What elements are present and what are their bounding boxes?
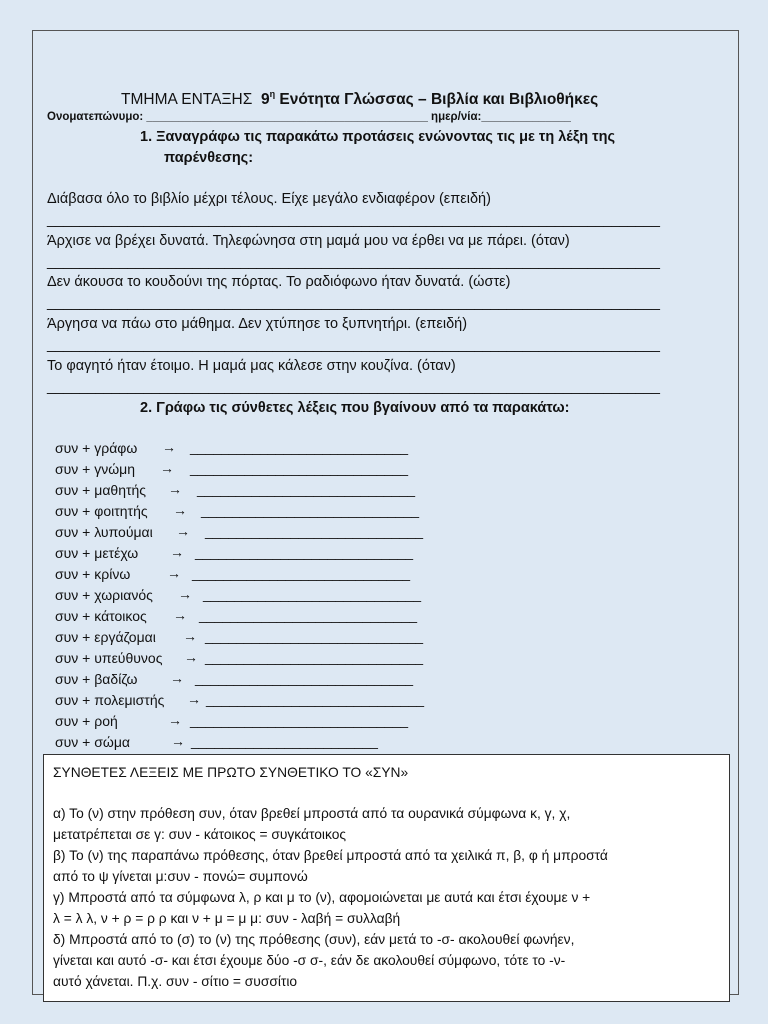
compound-word-7: συν + κρίνω (55, 566, 131, 582)
answer-blank-11[interactable]: ____________________________ (205, 649, 424, 665)
sentence-4: Άργησα να πάω στο μάθημα. Δεν χτύπησε το ξυπνητήρι. (επειδή) (47, 316, 468, 332)
arrow-right-icon: → (173, 502, 187, 518)
answer-blank-13[interactable]: ____________________________ (206, 691, 425, 707)
compound-word-12: συν + βαδίζω (55, 671, 138, 687)
compound-word-5: συν + λυπούμαι (55, 524, 153, 540)
compound-word-15: συν + σώμα (55, 734, 130, 750)
answer-line-3[interactable]: ____________________________________________________________________________ (47, 295, 660, 311)
sentence-2: Άρχισε να βρέχει δυνατά. Τηλεφώνησα στη μαμά μου να έρθει να με πάρει. (όταν) (47, 233, 570, 249)
answer-blank-7[interactable]: ____________________________ (192, 565, 411, 581)
answer-blank-9[interactable]: ____________________________ (199, 607, 418, 623)
rules-heading: ΣΥΝΘΕΤΕΣ ΛΕΞΕΙΣ ΜΕ ΠΡΩΤΟ ΣΥΝΘΕΤΙΚΟ ΤΟ «ΣΥΝ» (53, 765, 409, 780)
arrow-right-icon: → (168, 481, 182, 497)
sentence-5: Το φαγητό ήταν έτοιμο. Η μαμά μας κάλεσε στην κουζίνα. (όταν) (47, 358, 456, 374)
answer-blank-4[interactable]: ____________________________ (201, 502, 420, 518)
compound-word-9: συν + κάτοικος (55, 608, 147, 624)
sentence-1: Διάβασα όλο το βιβλίο μέχρι τέλους. Είχε μεγάλο ενδιαφέρον (επειδή) (47, 191, 491, 207)
arrow-right-icon: → (173, 607, 187, 623)
rule-line: αυτό χάνεται. Π.χ. συν - σίτιο = συσσίτιο (53, 974, 298, 989)
answer-line-2[interactable]: ____________________________________________________________________________ (47, 254, 660, 270)
answer-blank-15[interactable]: ________________________ (191, 733, 378, 749)
compound-word-8: συν + χωριανός (55, 587, 153, 603)
arrow-right-icon: → (170, 544, 184, 560)
rule-line: α) Το (ν) στην πρόθεση συν, όταν βρεθεί μπροστά από τα ουρανικά σύμφωνα κ, γ, χ, (53, 806, 571, 821)
arrow-right-icon: → (176, 523, 190, 539)
rule-line: δ) Μπροστά από το (σ) το (ν) της πρόθεσης (συν), εάν μετά το -σ- ακολουθεί φωνήεν, (53, 932, 575, 947)
exercise1-instruction-cont: παρένθεσης: (164, 150, 254, 166)
sentence-3: Δεν άκουσα το κουδούνι της πόρτας. Το ραδιόφωνο ήταν δυνατά. (ώστε) (47, 274, 511, 290)
compound-word-11: συν + υπεύθυνος (55, 650, 163, 666)
arrow-right-icon: → (178, 586, 192, 602)
arrow-right-icon: → (187, 691, 201, 707)
rule-line: από το ψ γίνεται μ:συν - πονώ= συμπονώ (53, 869, 308, 884)
arrow-right-icon: → (167, 565, 181, 581)
answer-line-5[interactable]: ____________________________________________________________________________ (47, 379, 660, 395)
worksheet-title (121, 91, 598, 109)
answer-blank-2[interactable]: ____________________________ (190, 460, 409, 476)
title-prefix: ΤΜΗΜΑ ΕΝΤΑΞΗΣ (121, 91, 253, 108)
rule-line: λ = λ λ, ν + ρ = ρ ρ και ν + μ = μ μ: συν - λαβή = συλλαβή (53, 911, 401, 926)
answer-line-1[interactable]: ____________________________________________________________________________ (47, 212, 660, 228)
arrow-right-icon: → (162, 439, 176, 455)
compound-word-10: συν + εργάζομαι (55, 629, 156, 645)
compound-word-3: συν + μαθητής (55, 482, 147, 498)
worksheet-page (32, 30, 739, 995)
title-rest: Ενότητα Γλώσσας – Βιβλία και Βιβλιοθήκες (279, 91, 599, 108)
rules-box (43, 754, 730, 1002)
answer-blank-10[interactable]: ____________________________ (205, 628, 424, 644)
answer-blank-5[interactable]: ____________________________ (205, 523, 424, 539)
title-superscript: η (269, 89, 276, 99)
compound-word-6: συν + μετέχω (55, 545, 139, 561)
answer-blank-8[interactable]: ____________________________ (203, 586, 422, 602)
answer-line-4[interactable]: ____________________________________________________________________________ (47, 337, 660, 353)
title-number: 9 (260, 91, 270, 108)
rule-line: μετατρέπεται σε γ: συν - κάτοικος = συγκάτοικος (53, 827, 347, 842)
answer-blank-12[interactable]: ____________________________ (195, 670, 414, 686)
arrow-right-icon: → (184, 649, 198, 665)
arrow-right-icon: → (160, 460, 174, 476)
compound-word-1: συν + γράφω (55, 440, 138, 456)
arrow-right-icon: → (170, 670, 184, 686)
rule-line: γ) Μπροστά από τα σύμφωνα λ, ρ και μ το (ν), αφομοιώνεται με αυτά και έτσι έχουμε ν + (53, 890, 591, 905)
arrow-right-icon: → (171, 733, 185, 749)
answer-blank-6[interactable]: ____________________________ (195, 544, 414, 560)
compound-word-13: συν + πολεμιστής (55, 692, 165, 708)
answer-blank-3[interactable]: ____________________________ (197, 481, 416, 497)
name-date-line[interactable]: Ονοματεπώνυμο: ____________________________________________ ημερ/νία:______________ (47, 111, 571, 123)
rule-line: γίνεται και αυτό -σ- και έτσι έχουμε δύο -σ σ-, εάν δε ακολουθεί σύμφωνο, τότε το -ν- (53, 953, 566, 968)
arrow-right-icon: → (183, 628, 197, 644)
arrow-right-icon: → (168, 712, 182, 728)
answer-blank-14[interactable]: ____________________________ (190, 712, 409, 728)
exercise1-instruction: 1. Ξαναγράφω τις παρακάτω προτάσεις ενώνοντας τις με τη λέξη της (140, 129, 616, 145)
compound-word-14: συν + ροή (55, 713, 118, 729)
compound-word-2: συν + γνώμη (55, 461, 136, 477)
exercise2-instruction: 2. Γράφω τις σύνθετες λέξεις που βγαίνουν από τα παρακάτω: (140, 400, 570, 416)
answer-blank-1[interactable]: ____________________________ (190, 439, 409, 455)
rule-line: β) Το (ν) της παραπάνω πρόθεσης, όταν βρεθεί μπροστά από τα χειλικά π, β, φ ή μπροστά (53, 848, 608, 863)
compound-word-4: συν + φοιτητής (55, 503, 148, 519)
